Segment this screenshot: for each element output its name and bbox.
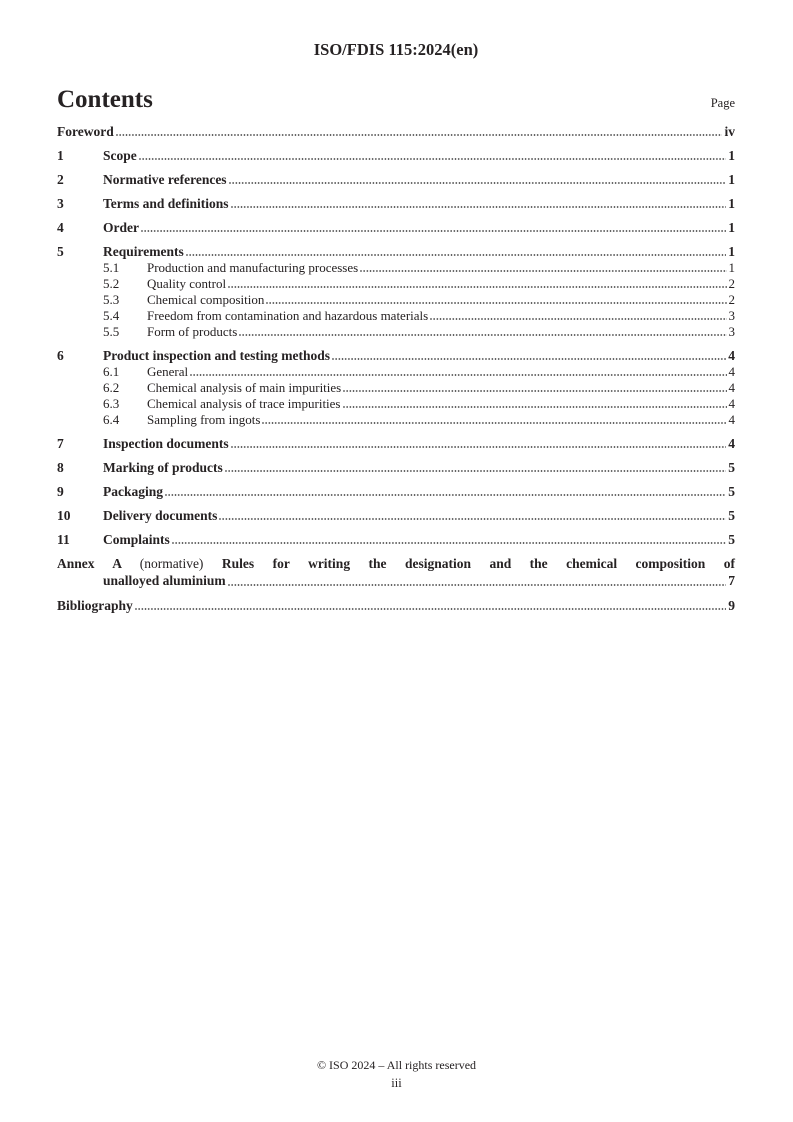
toc-section-number: 8 (57, 460, 64, 475)
toc-row[interactable] (57, 508, 735, 523)
toc-page-number: 4 (728, 363, 735, 379)
toc-row[interactable] (57, 460, 735, 475)
toc-entry-title: Order (103, 220, 139, 235)
dotted-leader (141, 230, 726, 232)
annex-label: Annex A (57, 556, 122, 571)
copyright-notice: © ISO 2024 – All rights reserved (316, 1058, 477, 1072)
dotted-leader (262, 422, 726, 424)
dotted-leader (239, 334, 726, 336)
toc-row[interactable] (57, 244, 735, 259)
toc-section-number: 5.5 (103, 323, 120, 339)
page-column-label: Page (710, 96, 735, 110)
toc-page-number: 3 (728, 307, 735, 323)
dotted-leader (219, 518, 726, 520)
toc-section-number: 6.3 (103, 395, 120, 411)
dotted-leader (228, 286, 726, 288)
toc-page-number: 2 (728, 275, 735, 291)
toc-section-number: 4 (57, 220, 64, 235)
toc-row[interactable] (57, 220, 735, 235)
toc-entry-title: Production and manufacturing processes (147, 259, 359, 275)
toc-entry-title: Form of products (147, 323, 238, 339)
dotted-leader (225, 470, 726, 472)
toc-entry-title: Scope (103, 148, 137, 163)
toc-section-number: 5.2 (103, 275, 120, 291)
toc-section-number: 5.4 (103, 307, 120, 323)
toc-page-number: 2 (728, 291, 735, 307)
toc-row[interactable] (57, 413, 735, 428)
toc-entry-title: Packaging (103, 484, 164, 499)
toc-row[interactable] (57, 124, 735, 139)
toc-row[interactable] (57, 325, 735, 340)
toc-entry-title: Chemical analysis of trace impurities (147, 395, 341, 411)
annex-title-continued: unalloyed aluminium (103, 572, 226, 588)
toc-row[interactable] (57, 196, 735, 211)
toc-page-number: 1 (728, 244, 735, 259)
dotted-leader (360, 270, 726, 272)
toc-page-number: 1 (728, 259, 735, 275)
toc-page-number: 1 (728, 148, 735, 163)
dotted-leader (343, 390, 726, 392)
toc-row[interactable] (57, 532, 735, 547)
toc-entry-title: Chemical composition (147, 291, 265, 307)
toc-row[interactable] (57, 397, 735, 412)
dotted-leader (332, 358, 726, 360)
dotted-leader (231, 446, 727, 448)
toc-entry-title: Quality control (147, 275, 227, 291)
toc-page-number: iv (724, 124, 735, 139)
dotted-leader (172, 542, 726, 544)
toc-page-number: 1 (728, 172, 735, 187)
dotted-leader (266, 302, 726, 304)
toc-entry-title: Bibliography (57, 598, 133, 613)
annex-title-line (57, 556, 735, 573)
toc-page-number: 5 (728, 532, 735, 547)
toc-section-number: 1 (57, 148, 64, 163)
dotted-leader (116, 134, 723, 136)
dotted-leader (343, 406, 727, 408)
toc-row[interactable] (57, 381, 735, 396)
toc-entry-title: Terms and definitions (103, 196, 229, 211)
toc-entry-title: Normative references (103, 172, 227, 187)
toc-page-number: 4 (728, 411, 735, 427)
dotted-leader (186, 254, 727, 256)
toc-entry-title: Chemical analysis of main impurities (147, 379, 342, 395)
annex-title-continued-line (103, 573, 735, 590)
dotted-leader (231, 206, 727, 208)
toc-section-number: 5 (57, 244, 64, 259)
toc-row[interactable] (57, 365, 735, 380)
toc-page-number: 9 (728, 598, 735, 613)
toc-entry-title: Sampling from ingots (147, 411, 261, 427)
toc-entry-title: Complaints (103, 532, 170, 547)
toc-section-number: 7 (57, 436, 64, 451)
toc-section-number: 5.1 (103, 259, 120, 275)
toc-row[interactable] (57, 598, 735, 613)
toc-page-number: 3 (728, 323, 735, 339)
folio-page-number: iii (391, 1076, 402, 1090)
dotted-leader (430, 318, 726, 320)
toc-row[interactable] (57, 348, 735, 363)
toc-page-number: 5 (728, 484, 735, 499)
annex-qualifier: (normative) (139, 556, 204, 571)
toc-list (57, 124, 735, 613)
toc-row[interactable] (57, 484, 735, 499)
contents-header (57, 85, 735, 115)
toc-entry-title: Product inspection and testing methods (103, 348, 331, 363)
toc-entry-title: Freedom from contamination and hazardous materials (147, 307, 429, 323)
toc-row[interactable] (57, 309, 735, 324)
toc-page-number: 4 (728, 379, 735, 395)
toc-section-number: 6.2 (103, 379, 120, 395)
dotted-leader (228, 584, 727, 586)
toc-entry-title: Inspection documents (103, 436, 229, 451)
toc-page-number: 7 (728, 572, 735, 588)
dotted-leader (229, 182, 727, 184)
toc-section-number: 11 (57, 532, 70, 547)
toc-section-number: 5.3 (103, 291, 120, 307)
toc-page-number: 5 (728, 508, 735, 523)
toc-entry-title: General (147, 363, 189, 379)
toc-section-number: 2 (57, 172, 64, 187)
toc-row[interactable] (57, 436, 735, 451)
toc-entry-title: Foreword (57, 124, 114, 139)
dotted-leader (190, 374, 726, 376)
annex-title-text: Rules for writing the designation and the chemical composition of (221, 556, 736, 571)
toc-row[interactable] (57, 172, 735, 187)
toc-page-number: 1 (728, 196, 735, 211)
toc-section-number: 6.1 (103, 363, 120, 379)
dotted-leader (165, 494, 726, 496)
toc-entry-title: Requirements (103, 244, 184, 259)
toc-section-number: 6 (57, 348, 64, 363)
toc-row[interactable] (57, 277, 735, 292)
toc-entry-title: Delivery documents (103, 508, 218, 523)
toc-section-number: 3 (57, 196, 64, 211)
toc-section-number: 10 (57, 508, 71, 523)
toc-section-number: 9 (57, 484, 64, 499)
toc-section-number: 6.4 (103, 411, 120, 427)
document-reference: ISO/FDIS 115:2024(en) (313, 40, 479, 59)
toc-row[interactable] (57, 293, 735, 308)
toc-page-number: 1 (728, 220, 735, 235)
toc-page-number: 4 (728, 395, 735, 411)
toc-page-number: 5 (728, 460, 735, 475)
page-footer (0, 1058, 793, 1090)
dotted-leader (135, 608, 726, 610)
toc-entry-title: Marking of products (103, 460, 223, 475)
toc-page-number: 4 (728, 436, 735, 451)
toc-row[interactable] (57, 261, 735, 276)
contents-title: Contents (57, 86, 153, 113)
toc-row[interactable] (57, 556, 735, 589)
dotted-leader (139, 158, 727, 160)
toc-page-number: 4 (728, 348, 735, 363)
toc-row[interactable] (57, 148, 735, 163)
